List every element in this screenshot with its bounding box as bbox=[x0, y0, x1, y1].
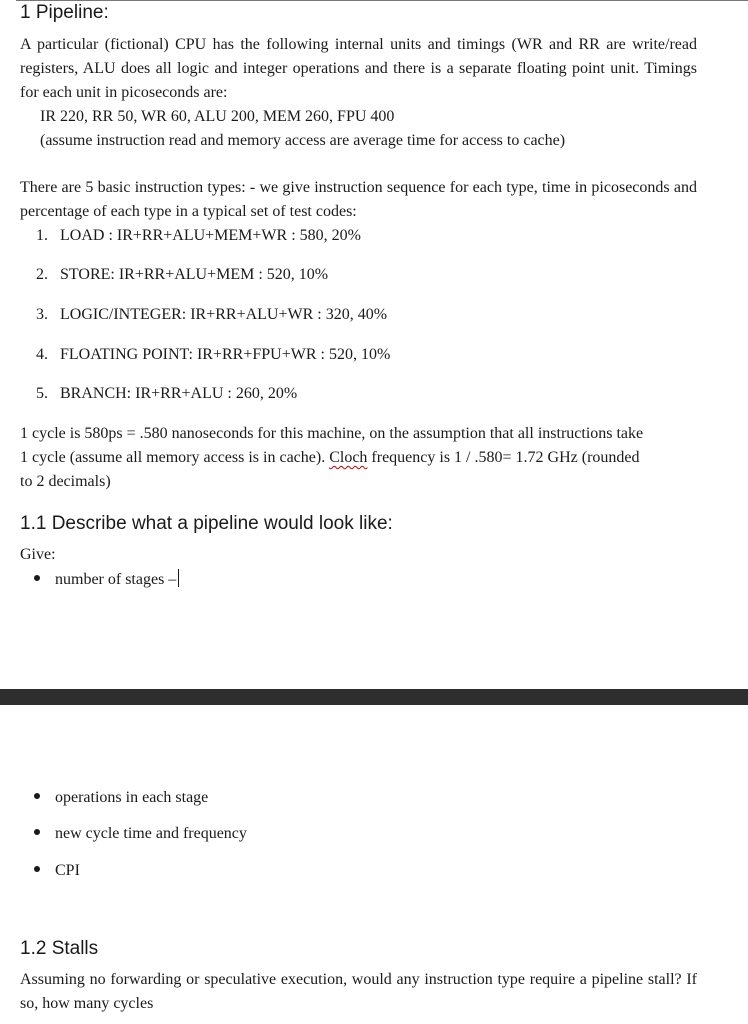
list-text: STORE: IR+RR+ALU+MEM : 520, 10% bbox=[60, 266, 329, 283]
intro-paragraph: A particular (fictional) CPU has the following internal units and timings (WR and RR are write/read registers, ALU does all logic and integer operations and there is a separate floating point unit. Timings for each unit in picoseconds are: bbox=[20, 36, 697, 101]
list-text: LOGIC/INTEGER: IR+RR+ALU+WR : 320, 40% bbox=[60, 306, 388, 323]
stalls-paragraph: Assuming no forwarding or speculative execution, would any instruction type require a pipeline stall? If so, how many cycles bbox=[20, 971, 697, 1012]
cycle-line-2 bbox=[20, 446, 640, 470]
bullet-icon bbox=[34, 866, 40, 872]
bullet-icon bbox=[34, 793, 40, 799]
list-item bbox=[36, 303, 387, 327]
bullet-item bbox=[34, 568, 179, 592]
cycle-line-1: 1 cycle is 580ps = .580 nanoseconds for this machine, on the assumption that all instructions take bbox=[20, 425, 644, 442]
list-text: BRANCH: IR+RR+ALU : 260, 20% bbox=[60, 385, 298, 402]
cycle-line-2-start: 1 cycle (assume all memory access is in cache). bbox=[20, 449, 330, 466]
bullet-item bbox=[34, 786, 208, 810]
list-item bbox=[36, 224, 361, 248]
list-number: 3. bbox=[36, 306, 48, 323]
bullet-item bbox=[34, 859, 80, 883]
bullet-text: CPI bbox=[55, 862, 80, 879]
list-item bbox=[36, 263, 328, 287]
text-cursor[interactable] bbox=[178, 569, 179, 587]
list-item bbox=[36, 382, 297, 406]
give-label: Give: bbox=[20, 546, 56, 563]
types-intro-paragraph: There are 5 basic instruction types: - we give instruction sequence for each type, time in picoseconds and percentage of each type in a typical set of test codes: bbox=[20, 179, 697, 220]
bullet-item bbox=[34, 822, 247, 846]
bullet-icon bbox=[34, 829, 40, 835]
section-1-1-heading: 1.1 Describe what a pipeline would look like: bbox=[20, 513, 393, 534]
section-1-2-heading: 1.2 Stalls bbox=[20, 938, 99, 959]
top-rule bbox=[16, 0, 748, 1]
unit-timings: IR 220, RR 50, WR 60, ALU 200, MEM 260, FPU 400 bbox=[40, 108, 395, 125]
bullet-text: new cycle time and frequency bbox=[55, 825, 247, 842]
list-text: FLOATING POINT: IR+RR+FPU+WR : 520, 10% bbox=[60, 346, 391, 363]
list-item bbox=[36, 343, 390, 367]
list-number: 2. bbox=[36, 266, 48, 283]
misspelled-word[interactable]: Cloch bbox=[329, 449, 368, 466]
cycle-line-2-end: frequency is 1 / .580= 1.72 GHz (rounded bbox=[367, 449, 640, 466]
section-1-heading: 1 Pipeline: bbox=[20, 2, 109, 23]
bullet-text: number of stages – bbox=[55, 571, 177, 588]
list-text: LOAD : IR+RR+ALU+MEM+WR : 580, 20% bbox=[60, 227, 361, 244]
bullet-text: operations in each stage bbox=[55, 789, 209, 806]
bullet-icon bbox=[34, 575, 40, 581]
list-number: 5. bbox=[36, 385, 48, 402]
page-separator bbox=[0, 689, 748, 705]
list-number: 4. bbox=[36, 346, 48, 363]
timings-note: (assume instruction read and memory access are average time for access to cache) bbox=[40, 132, 566, 149]
cycle-line-3: to 2 decimals) bbox=[20, 473, 111, 490]
list-number: 1. bbox=[36, 227, 48, 244]
